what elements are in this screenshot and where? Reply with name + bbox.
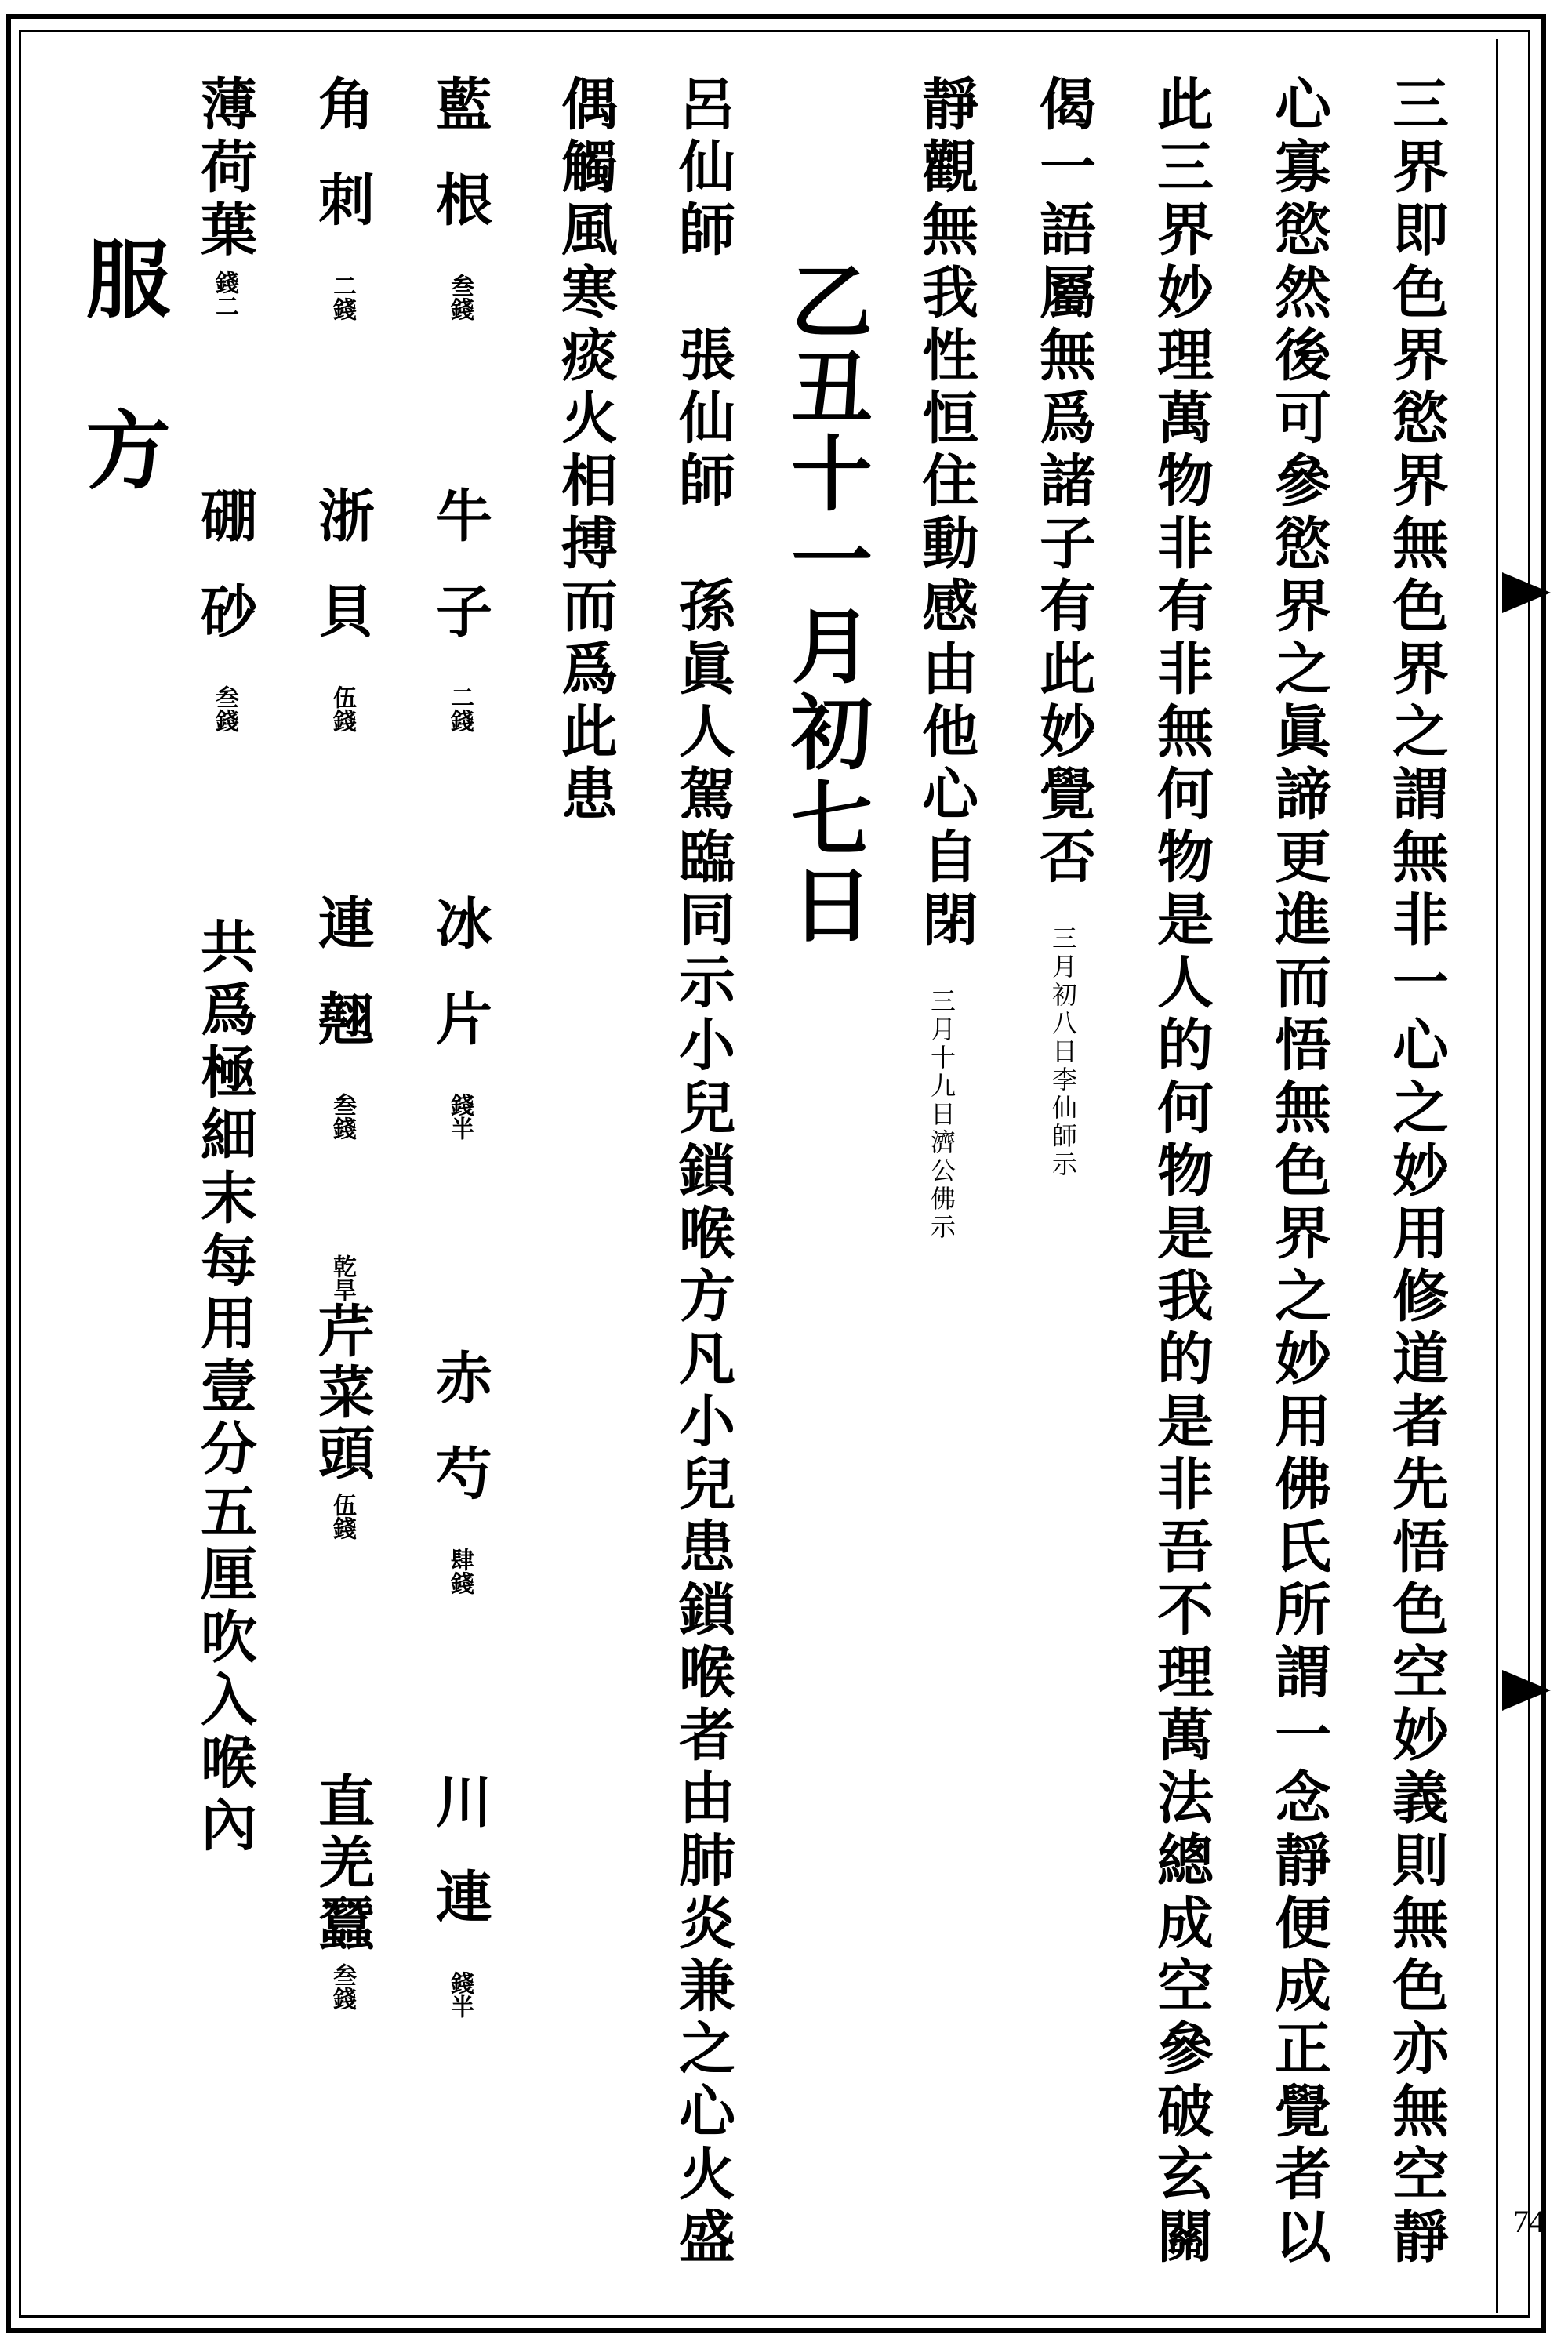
- page-number: 74: [1513, 2204, 1544, 2239]
- usage-instruction: 共爲極細末每用壹分五厘吹入喉內: [191, 917, 258, 1858]
- body-line-1: 三界即色界慾界無色界之謂無非一心之妙用修道者先悟色空妙義則無色亦無空靜: [1383, 74, 1450, 2270]
- herb-item: 川連錢半: [426, 1772, 493, 2018]
- herb-item: 牛子二錢: [426, 486, 493, 732]
- herb-item: 赤芍肆錢: [426, 1348, 493, 1595]
- herb-item: 薄荷葉錢二: [191, 74, 258, 318]
- herb-item: 角刺二錢: [309, 74, 376, 321]
- date-heading: 乙丑十一月初七日: [777, 259, 873, 949]
- passage-line-2: 偶觸風寒痰火相搏而爲此患: [552, 74, 619, 827]
- herb-item: 硼砂叁錢: [191, 486, 258, 732]
- margin-rule: [1496, 39, 1498, 2313]
- section-title: 服方: [71, 235, 170, 577]
- body-line-2: 心寡慾然後可參慾界之眞諦更進而悟無色界之妙用佛氏所謂一念靜便成正覺者以: [1265, 74, 1332, 2270]
- attribution-note-2: 三月十九日濟公佛示: [927, 988, 956, 1242]
- herb-item: 藍根叁錢: [426, 74, 493, 321]
- page-marker-arrow-icon: [1502, 572, 1551, 613]
- herb-item: 直羌蠶叁錢: [309, 1772, 376, 2010]
- herb-item: 連翹叁錢: [309, 894, 376, 1140]
- body-line-3: 此三界妙理萬物非有非無何物是人的何物是我的是非吾不理萬法總成空參破玄關: [1148, 74, 1214, 2270]
- herb-item: 浙貝伍錢: [309, 486, 376, 732]
- body-line-4: 偈一語屬無爲諸子有此妙覺否: [1030, 74, 1097, 890]
- passage-line-1: 呂仙師 張仙師 孫眞人駕臨同示小兒鎖喉方凡小兒患鎖喉者由肺炎兼之心火盛: [670, 74, 736, 2270]
- page-marker-arrow-icon: [1502, 1670, 1551, 1711]
- body-line-5: 靜觀無我性恒住動感由他心自閉: [913, 74, 979, 953]
- attribution-note-1: 三月初八日李仙師示: [1048, 925, 1078, 1179]
- herb-item: 乾旱芹菜頭伍錢: [309, 1254, 376, 1540]
- herb-item: 冰片錢半: [426, 894, 493, 1140]
